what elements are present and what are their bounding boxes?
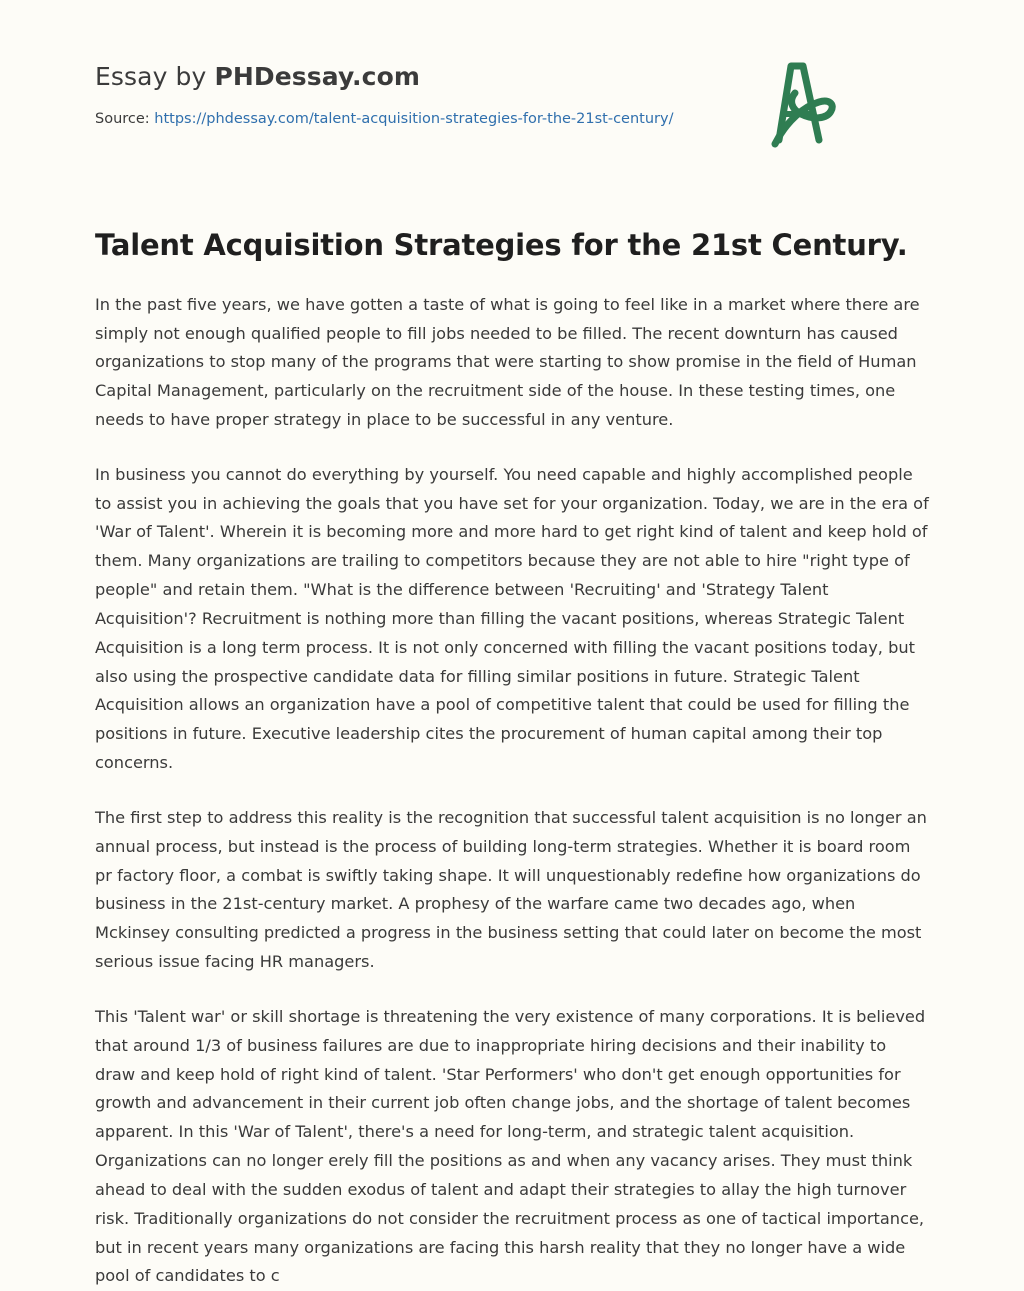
phdessay-a-monogram-logo	[717, 48, 847, 158]
brand-site-label: PHDessay.com	[214, 62, 420, 91]
article-paragraph: The first step to address this reality is the recognition that successful talent acquisition is no longer an annual process, but instead is the process of building long-term strategies. Whether it is board room pr factory floor, a combat is swiftly taking shape. It will unquestionably redefine how organizations do business in the 21st-century market. A prophesy of the warfare came two decades ago, when Mckinsey consulting predicted a progress in the business setting that could later on become the most serious issue facing HR managers.	[95, 807, 927, 972]
source-url-link[interactable]: https://phdessay.com/talent-acquisition-strategies-for-the-21st-century/	[154, 111, 674, 127]
article-paragraph: In the past five years, we have gotten a taste of what is going to feel like in a market where there are simply not enough qualified people to fill jobs needed to be filled. The recent downturn has caused organizations to stop many of the programs that were starting to show promise in the field of Human Capital Management, particularly on the recruitment side of the house. In these testing times, one needs to have proper strategy in place to be successful in any venture.	[95, 294, 920, 429]
brand-essay-label: Essay	[95, 62, 168, 91]
article-body	[95, 265, 929, 1291]
source-label: Source:	[95, 111, 155, 127]
article-paragraph: In business you cannot do everything by yourself. You need capable and highly accomplished people to assist you in achieving the goals that you have set for your organization. Today, we are in the era of 'War of Talent'. Wherein it is becoming more and more hard to get right kind of talent and keep hold of them. Many organizations are trailing to competitors because they are not able to hire "right type of people" and retain them. "What is the difference between 'Recruiting' and 'Strategy Talent Acquisition'? Recruitment is nothing more than filling the vacant positions, whereas Strategic Talent Acquisition is a long term process. It is not only concerned with filling the vacant positions today, but also using the prospective candidate data for filling similar positions in future. Strategic Talent Acquisition allows an organization have a pool of competitive talent that could be used for filling the positions in future. Executive leadership cites the procurement of human capital among their top concerns.	[95, 464, 929, 773]
page-title: Talent Acquisition Strategies for the 21st Century.	[95, 228, 908, 262]
document-header	[95, 0, 929, 127]
brand-by-label: by	[167, 62, 215, 91]
article-paragraph: This 'Talent war' or skill shortage is threatening the very existence of many corporations. It is believed that around 1/3 of business failures are due to inappropriate hiring decisions and their inability to draw and keep hold of right kind of talent. 'Star Performers' who don't get enough opportunities for growth and advancement in their current job often change jobs, and the shortage of talent becomes apparent. In this 'War of Talent', there's a need for long-term, and strategic talent acquisition. Organizations can no longer erely fill the positions as and when any vacancy arises. They must think ahead to deal with the sudden exodus of talent and adapt their strategies to allay the high turnover risk. Traditionally organizations do not consider the recruitment process as one of tactical importance, but in recent years many organizations are facing this harsh reality that they no longer have a wide pool of candidates to c	[95, 1006, 926, 1286]
